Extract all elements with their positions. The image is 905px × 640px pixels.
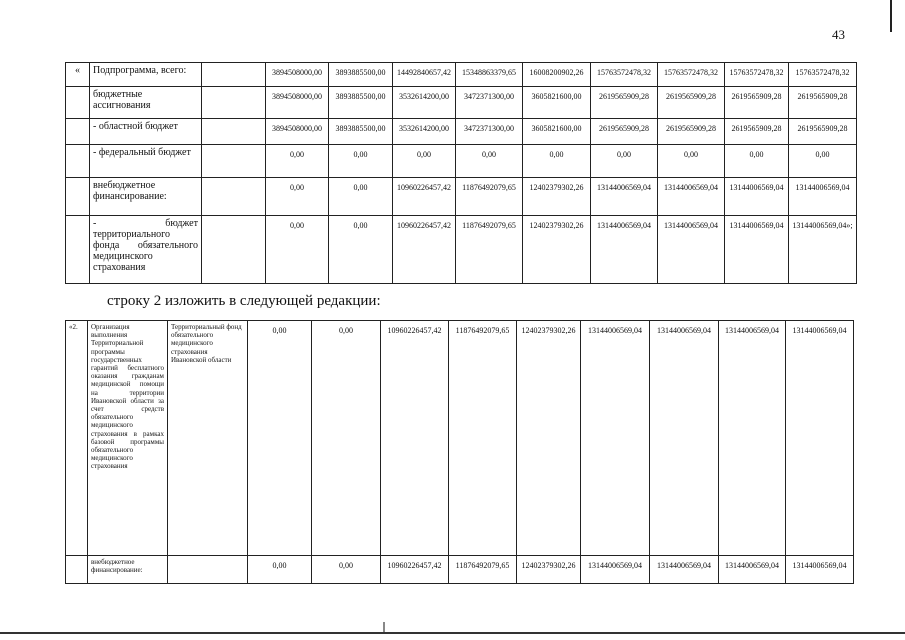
value-cell: 3893885500,00 [329, 119, 393, 145]
value-cell: 11876492079,65 [449, 321, 517, 556]
value-cell: 3472371300,00 [456, 87, 523, 119]
value-cell: 3893885500,00 [329, 87, 393, 119]
value-cell: 0,00 [456, 145, 523, 178]
value-cell: 2619565909,28 [725, 119, 789, 145]
value-cell: 0,00 [329, 216, 393, 284]
table-row [66, 216, 857, 284]
value-cell: 12402379302,26 [517, 321, 581, 556]
value-cell: 3893885500,00 [329, 63, 393, 87]
executor-cell [202, 178, 266, 216]
value-cell: 15763572478,32 [725, 63, 789, 87]
executor-cell [202, 216, 266, 284]
row-marker [66, 87, 90, 119]
row-marker [66, 119, 90, 145]
value-cell: 0,00 [266, 216, 329, 284]
value-cell: 11876492079,65 [456, 178, 523, 216]
value-cell: 13144006569,04 [650, 556, 719, 584]
row-marker [66, 178, 90, 216]
value-cell: 3894508000,00 [266, 119, 329, 145]
row-label: - областной бюджет [90, 119, 202, 145]
value-cell: 10960226457,42 [381, 321, 449, 556]
row-number: «2. [66, 321, 88, 556]
row-marker [66, 145, 90, 178]
value-cell: 0,00 [725, 145, 789, 178]
value-cell: 13144006569,04 [719, 556, 786, 584]
table-row [66, 321, 854, 556]
value-cell: 0,00 [266, 178, 329, 216]
value-cell: 12402379302,26 [523, 178, 591, 216]
table-row [66, 63, 857, 87]
value-cell: 3532614200,00 [393, 119, 456, 145]
subprogram-table [65, 62, 857, 284]
value-cell: 3532614200,00 [393, 87, 456, 119]
table-row [66, 87, 857, 119]
value-cell: 11876492079,65 [449, 556, 517, 584]
value-cell: 2619565909,28 [591, 119, 658, 145]
value-cell: 13144006569,04 [725, 178, 789, 216]
value-cell: 10960226457,42 [393, 216, 456, 284]
value-cell: 11876492079,65 [456, 216, 523, 284]
value-cell: 15763572478,32 [591, 63, 658, 87]
value-cell: 13144006569,04 [786, 556, 854, 584]
value-cell: 0,00 [312, 556, 381, 584]
value-cell: 0,00 [266, 145, 329, 178]
activity-table [65, 320, 854, 584]
page-number: 43 [832, 27, 845, 42]
value-cell: 3605821600,00 [523, 119, 591, 145]
row-number [66, 556, 88, 584]
value-cell: 2619565909,28 [789, 119, 857, 145]
value-cell: 13144006569,04 [581, 556, 650, 584]
value-cell: 3894508000,00 [266, 87, 329, 119]
table-row [66, 145, 857, 178]
executor-cell [202, 119, 266, 145]
value-cell: 2619565909,28 [591, 87, 658, 119]
scan-mark [383, 622, 385, 632]
value-cell: 15763572478,32 [658, 63, 725, 87]
value-cell: 15763572478,32 [789, 63, 857, 87]
value-cell: 0,00 [329, 145, 393, 178]
value-cell: 0,00 [329, 178, 393, 216]
value-cell: 3894508000,00 [266, 63, 329, 87]
table-row [66, 119, 857, 145]
value-cell: 0,00 [789, 145, 857, 178]
value-cell: 13144006569,04 [789, 178, 857, 216]
row-label: Подпрограмма, всего: [90, 63, 202, 87]
value-cell: 2619565909,28 [658, 87, 725, 119]
value-cell: 13144006569,04»; [789, 216, 857, 284]
value-cell: 13144006569,04 [725, 216, 789, 284]
value-cell: 13144006569,04 [581, 321, 650, 556]
value-cell: 13144006569,04 [658, 178, 725, 216]
value-cell: 0,00 [248, 556, 312, 584]
edit-instruction: строку 2 изложить в следующей редакции: [107, 293, 381, 309]
executor-cell [202, 63, 266, 87]
value-cell: 10960226457,42 [381, 556, 449, 584]
table-row [66, 556, 854, 584]
value-cell: 3472371300,00 [456, 119, 523, 145]
value-cell: 0,00 [658, 145, 725, 178]
row-marker: « [66, 63, 90, 87]
value-cell: 13144006569,04 [719, 321, 786, 556]
executor-cell: Территориальный фонд обязательного медицинского страхования Ивановской области [168, 321, 248, 556]
value-cell: 0,00 [248, 321, 312, 556]
value-cell: 14492840657,42 [393, 63, 456, 87]
row-marker [66, 216, 90, 284]
value-cell: 2619565909,28 [789, 87, 857, 119]
margin-mark [890, 0, 892, 32]
row-label: - федеральный бюджет [90, 145, 202, 178]
value-cell: 13144006569,04 [786, 321, 854, 556]
value-cell: 2619565909,28 [658, 119, 725, 145]
value-cell: 3605821600,00 [523, 87, 591, 119]
row-label: внебюджетное финансирование: [90, 178, 202, 216]
activity-name: внебюджетное финансирование: [88, 556, 168, 584]
row-label: бюджетные ассигнования [90, 87, 202, 119]
value-cell: 15348863379,65 [456, 63, 523, 87]
value-cell: 13144006569,04 [650, 321, 719, 556]
value-cell: 12402379302,26 [517, 556, 581, 584]
value-cell: 0,00 [393, 145, 456, 178]
value-cell: 13144006569,04 [591, 216, 658, 284]
executor-cell [168, 556, 248, 584]
value-cell: 0,00 [591, 145, 658, 178]
value-cell: 13144006569,04 [591, 178, 658, 216]
value-cell: 12402379302,26 [523, 216, 591, 284]
value-cell: 13144006569,04 [658, 216, 725, 284]
row-label: - бюджет территориального фонда обязательного медицинского страхования [90, 216, 202, 284]
value-cell: 0,00 [312, 321, 381, 556]
value-cell: 16008200902,26 [523, 63, 591, 87]
footer-rule [0, 632, 905, 634]
value-cell: 2619565909,28 [725, 87, 789, 119]
value-cell: 10960226457,42 [393, 178, 456, 216]
activity-name: Организация выполнения Территориальной программы государственных гарантий бесплатного оказания гражданам медицинской помощи на территории Ивановской области за счет средств обязательного медицинского страхования в рамках базовой программы обязательного медицинского страхования [88, 321, 168, 556]
executor-cell [202, 145, 266, 178]
table-row [66, 178, 857, 216]
value-cell: 0,00 [523, 145, 591, 178]
executor-cell [202, 87, 266, 119]
